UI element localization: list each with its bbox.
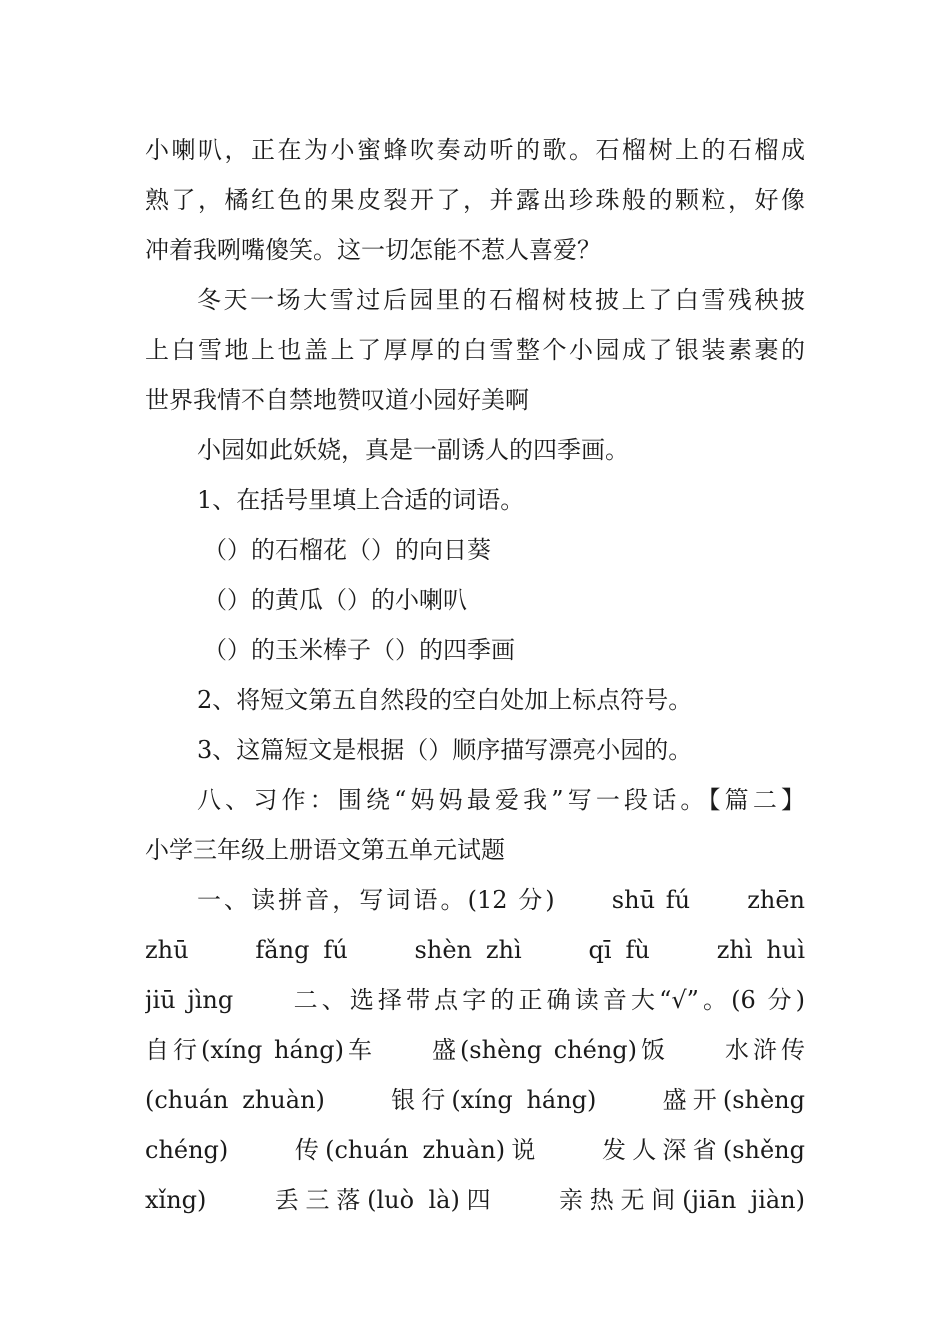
question-1-row-2: （）的黄瓜（）的小喇叭: [203, 586, 467, 614]
question-3: 3、这篇短文是根据（）顺序描写漂亮小园的。: [197, 736, 693, 764]
pinyin-line-2: zhū fǎng fú shèn zhì qī fù zhì huì: [145, 936, 805, 964]
text-line-5: 上白雪地上也盖上了厚厚的白雪整个小园成了银装素裹的: [145, 336, 805, 364]
text-line-7: 小园如此妖娆，真是一副诱人的四季画。: [197, 436, 629, 464]
text-line-4: 冬天一场大雪过后园里的石榴树枝披上了白雪残秧披: [197, 286, 805, 314]
question-1-row-3: （）的玉米棒子（）的四季画: [203, 636, 515, 664]
test-title: 小学三年级上册语文第五单元试题: [145, 836, 505, 864]
text-line-6: 世界我情不自禁地赞叹道小园好美啊: [145, 386, 529, 414]
pinyin-line-3: jiū jìng 二、选择带点字的正确读音大“√”。(6 分): [145, 986, 805, 1014]
document-body: [145, 125, 805, 1225]
question-1-row-1: （）的石榴花（）的向日葵: [203, 536, 491, 564]
pronunciation-line-1: 自行(xíng háng)车 盛(shèng chéng)饭 水浒传: [145, 1036, 805, 1064]
pronunciation-line-3: chéng) 传(chuán zhuàn)说 发人深省(shěng: [145, 1136, 805, 1164]
text-line-1: 小喇叭，正在为小蜜蜂吹奏动听的歌。石榴树上的石榴成: [145, 136, 805, 164]
text-line-3: 冲着我咧嘴傻笑。这一切怎能不惹人喜爱？: [145, 236, 601, 264]
question-2: 2、将短文第五自然段的空白处加上标点符号。: [197, 686, 693, 714]
text-line-2: 熟了，橘红色的果皮裂开了，并露出珍珠般的颗粒，好像: [145, 186, 805, 214]
section-8-heading: 八、习作：围绕“妈妈最爱我”写一段话。【篇二】: [197, 786, 805, 814]
pinyin-line-1: 一、读拼音，写词语。(12 分) shū fú zhēn: [197, 886, 805, 914]
pronunciation-line-2: (chuán zhuàn) 银行(xíng háng) 盛开(shèng: [145, 1086, 805, 1114]
question-1: 1、在括号里填上合适的词语。: [197, 486, 525, 514]
pronunciation-line-4: xǐng) 丢三落(luò là)四 亲热无间(jiān jiàn): [145, 1186, 805, 1214]
